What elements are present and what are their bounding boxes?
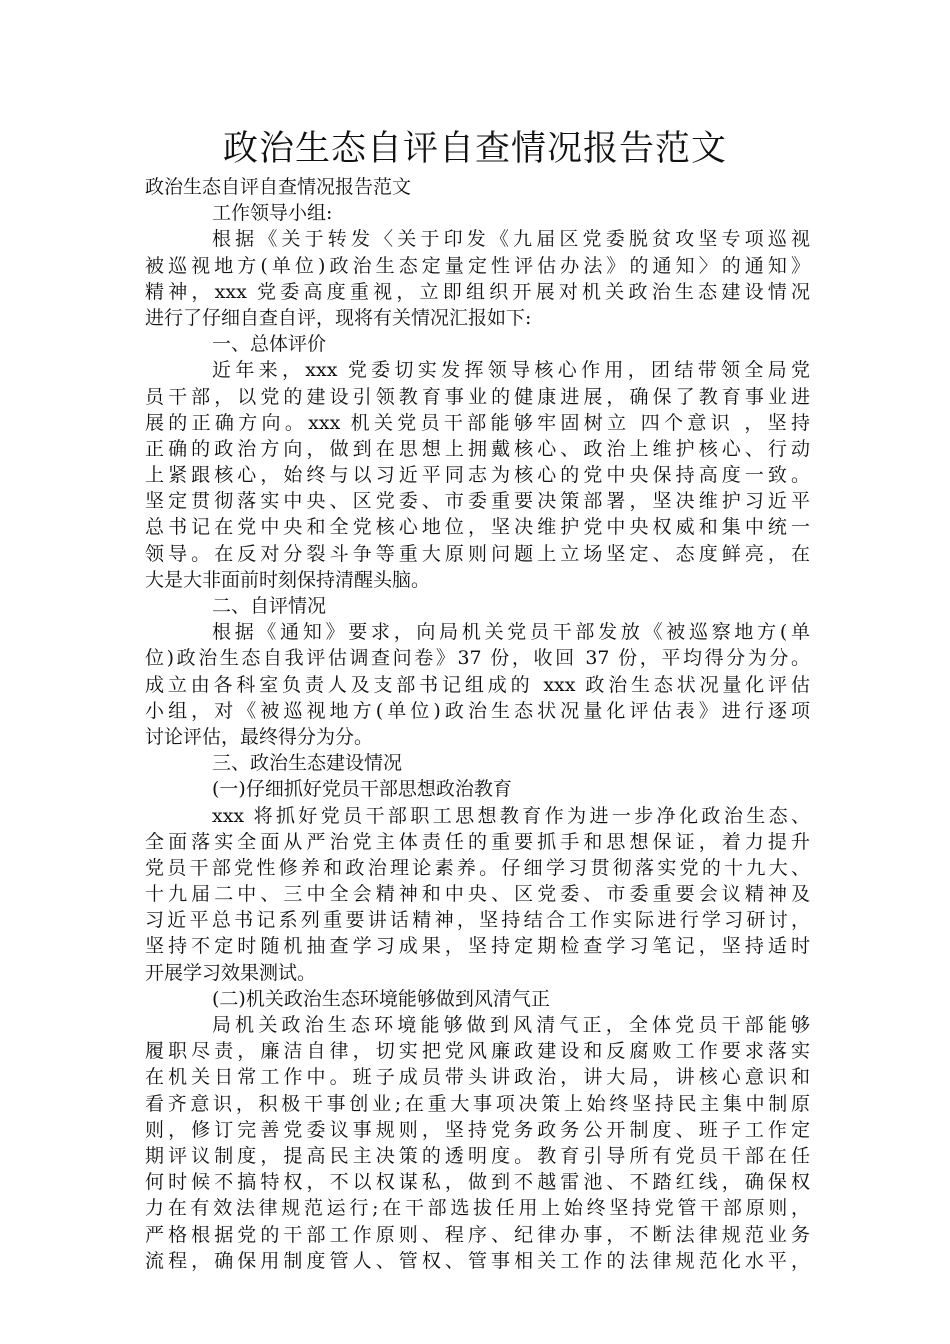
- text-line: 二、自评情况: [212, 595, 327, 617]
- text-line: 严格根据党的干部工作原则、程序、纪律办事，不断法律规范业务: [145, 1223, 810, 1246]
- text-line: 习近平总书记系列重要讲话精神，坚持结合工作实际进行学习研讨，: [145, 909, 810, 932]
- text-line: 小组，对《被巡视地方(单位)政治生态状况量化评估表》进行逐项: [145, 699, 810, 722]
- text-line: 局机关政治生态环境能够做到风清气正，全体党员干部能够: [212, 1014, 810, 1036]
- text-line: 全面落实全面从严治党主体责任的重要抓手和思想保证，着力提升: [145, 830, 810, 853]
- text-line: 开展学习效果测试。: [145, 961, 317, 984]
- text-line: 上紧跟核心，始终与以习近平同志为核心的党中央保持高度一致。: [145, 464, 810, 487]
- text-line: (二)机关政治生态环境能够做到风清气正: [212, 987, 550, 1010]
- document-body: [145, 174, 810, 1274]
- text-line: 坚持不定时随机抽查学习成果，坚持定期检查学习笔记，坚持适时: [145, 935, 810, 958]
- text-line: 则，修订完善党委议事规则，坚持党务政务公开制度、班子工作定: [145, 1118, 810, 1141]
- text-line: 履职尽责，廉洁自律，切实把党风廉政建设和反腐败工作要求落实: [145, 1040, 810, 1063]
- text-line: 工作领导小组:: [212, 202, 333, 225]
- text-line: 力在有效法律规范运行;在干部选拔任用上始终坚持党管干部原则，: [145, 1197, 810, 1220]
- text-line: xxx 将抓好党员干部职工思想教育作为进一步净化政治生态、: [212, 804, 810, 827]
- text-line: 位)政治生态自我评估调查问卷》37 份，收回 37 份，平均得分为分。: [145, 647, 810, 670]
- text-line: 被巡视地方(单位)政治生态定量定性评估办法》的通知〉的通知》: [145, 254, 810, 277]
- text-line: 根据《关于转发〈关于印发《九届区党委脱贫攻坚专项巡视: [212, 228, 810, 251]
- text-line: 在机关日常工作中。班子成员带头讲政治，讲大局，讲核心意识和: [145, 1066, 810, 1089]
- text-line: (一)仔细抓好党员干部思想政治教育: [212, 778, 512, 801]
- text-line: 正确的政治方向，做到在思想上拥戴核心、政治上维护核心、行动: [145, 437, 810, 460]
- text-line: 进行了仔细自查自评，现将有关情况汇报如下:: [145, 306, 532, 329]
- text-line: 精神，xxx 党委高度重视，立即组织开展对机关政治生态建设情况: [145, 280, 810, 303]
- text-line: 大是大非面前时刻保持清醒头脑。: [145, 568, 431, 591]
- text-line: 员干部，以党的建设引领教育事业的健康进展，确保了教育事业进: [145, 385, 810, 408]
- text-line: 讨论评估，最终得分为分。: [145, 725, 374, 748]
- text-line: 近年来，xxx 党委切实发挥领导核心作用，团结带领全局党: [212, 359, 810, 382]
- text-line: 一、总体评价: [212, 333, 327, 356]
- text-line: 十九届二中、三中全会精神和中央、区党委、市委重要会议精神及: [145, 883, 810, 906]
- text-line: 流程，确保用制度管人、管权、管事相关工作的法律规范化水平，: [145, 1249, 810, 1272]
- text-line: 坚定贯彻落实中央、区党委、市委重要决策部署，坚决维护习近平: [145, 490, 810, 513]
- text-line: 期评议制度，提高民主决策的透明度。教育引导所有党员干部在任: [145, 1144, 810, 1167]
- text-line: 展的正确方向。xxx 机关党员干部能够牢固树立 四个意识 ，坚持: [145, 411, 810, 434]
- text-line: 政治生态自评自查情况报告范文: [145, 176, 412, 198]
- text-line: 党员干部党性修养和政治理论素养。仔细学习贯彻落实党的十九大、: [145, 856, 810, 879]
- text-line: 根据《通知》要求，向局机关党员干部发放《被巡察地方(单: [212, 621, 810, 644]
- text-line: 何时候不搞特权，不以权谋私，做到不越雷池、不踏红线，确保权: [145, 1171, 810, 1194]
- text-line: 看齐意识，积极干事创业;在重大事项决策上始终坚持民主集中制原: [145, 1092, 810, 1115]
- text-line: 三、政治生态建设情况: [212, 752, 403, 775]
- document-title: 政治生态自评自查情况报告范文: [222, 129, 727, 169]
- text-line: 成立由各科室负责人及支部书记组成的 xxx 政治生态状况量化评估: [145, 673, 810, 696]
- text-line: 领导。在反对分裂斗争等重大原则问题上立场坚定、态度鲜亮，在: [145, 542, 810, 565]
- text-line: 总书记在党中央和全党核心地位，坚决维护党中央权威和集中统一: [145, 516, 810, 539]
